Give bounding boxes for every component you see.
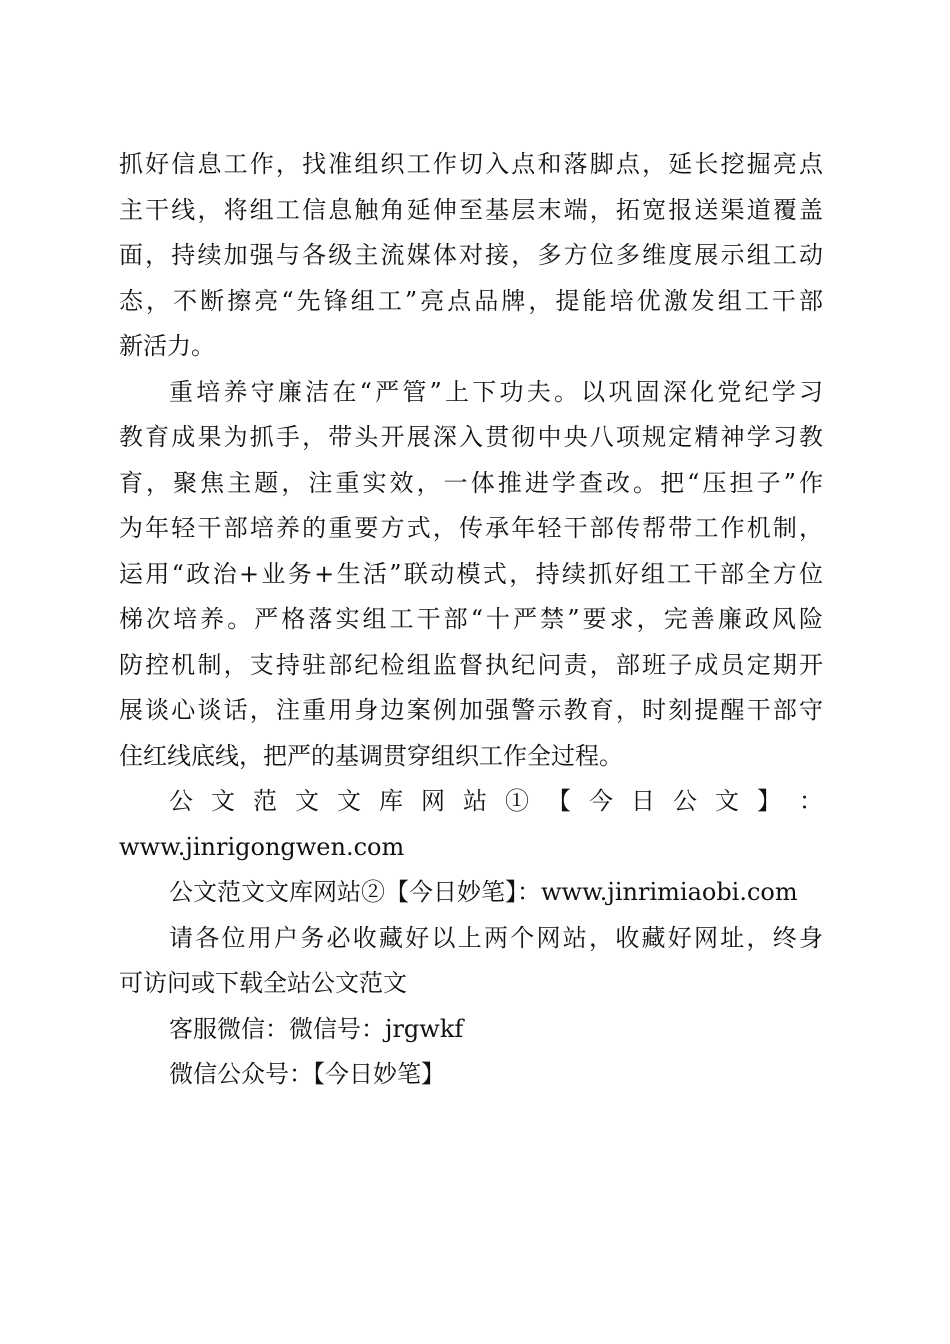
site1-url-link[interactable]: www.jinrigongwen.com <box>119 832 405 861</box>
text-line: 主干线，将组工信息触角延伸至基层末端，拓宽报送渠道覆盖 <box>119 195 823 224</box>
notice-line: 请各位用户务必收藏好以上两个网站，收藏好网址，终身 <box>169 923 823 952</box>
notice-line: 可访问或下载全站公文范文 <box>119 969 407 997</box>
text-line: 抓好信息工作，找准组织工作切入点和落脚点，延长挖掘亮点 <box>119 150 823 178</box>
text-line: 住红线底线，把严的基调贯穿组织工作全过程。 <box>119 741 623 770</box>
text-line: 重培养守廉洁在“严管”上下功夫。以巩固深化党纪学习 <box>169 377 823 406</box>
text-line: 运用“政治+业务+生活”联动模式，持续抓好组工干部全方位 <box>119 559 823 588</box>
wechat-official-account: 微信公众号：【今日妙笔】 <box>169 1060 445 1088</box>
text-line: 展谈心谈话，注重用身边案例加强警示教育，时刻提醒干部守 <box>119 696 823 724</box>
wechat-service: 客服微信：微信号：jrgwkf <box>169 1014 464 1043</box>
text-line: 新活力。 <box>119 332 215 360</box>
document-body <box>119 142 823 1098</box>
site1-label: 公 文 范 文 文 库 网 站 ① 【 今 日 公 文 】 ： <box>169 787 823 815</box>
text-line: 态，不断擦亮“先锋组工”亮点品牌，提能培优激发组工干部 <box>119 286 823 315</box>
text-line: 防控机制，支持驻部纪检组监督执纪问责，部班子成员定期开 <box>119 650 823 679</box>
text-line: 面，持续加强与各级主流媒体对接，多方位多维度展示组工动 <box>119 241 823 269</box>
text-line: 为年轻干部培养的重要方式，传承年轻干部传帮带工作机制， <box>119 514 823 542</box>
text-line: 育，聚焦主题，注重实效，一体推进学查改。把“压担子”作 <box>119 468 823 497</box>
footer-site-info <box>119 779 823 1098</box>
text-line: 梯次培养。严格落实组工干部“十严禁”要求，完善廉政风险 <box>119 605 823 633</box>
site2-line: 公文范文文库网站②【今日妙笔】：www.jinrimiaobi.com <box>169 878 798 906</box>
paragraph-integrity <box>119 370 823 780</box>
paragraph-info-work <box>119 142 823 370</box>
text-line: 教育成果为抓手，带头开展深入贯彻中央八项规定精神学习教 <box>119 423 823 451</box>
